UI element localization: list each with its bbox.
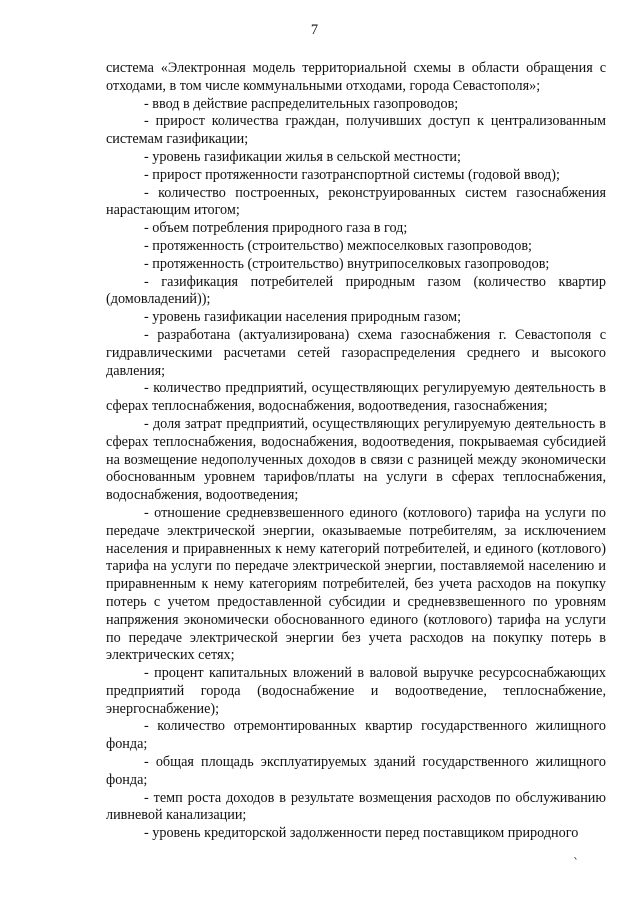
scan-mark: ˋ bbox=[573, 856, 579, 870]
list-item: - протяженность (строительство) межпоселковых газопроводов; bbox=[144, 237, 533, 254]
list-item: - количество предприятий, осуществляющих регулируемую деятельность в сферах теплоснабжения, водоснабжения, водоотведения, газоснабжения; bbox=[106, 380, 606, 415]
list-item: - объем потребления природного газа в год; bbox=[144, 220, 408, 237]
continuation-paragraph: система «Электронная модель территориальной схемы в области обращения с отходами, в том числе коммунальными отходами, города Севастополя»; bbox=[106, 60, 606, 94]
list-item: - уровень газификации населения природным газом; bbox=[144, 309, 462, 326]
list-item: - уровень газификации жилья в сельской местности; bbox=[144, 148, 461, 165]
list-item: - ввод в действие распределительных газопроводов; bbox=[144, 95, 459, 112]
list-item: - количество построенных, реконструированных систем газоснабжения нарастающим итогом; bbox=[106, 184, 606, 219]
list-item: - процент капитальных вложений в валовой выручке ресурсоснабжающих предприятий города (водоснабжение и водоотведение, теплоснабжение, энергоснабжение); bbox=[106, 665, 606, 717]
document-body bbox=[106, 60, 606, 843]
list-item: - газификация потребителей природным газом (количество квартир (домовладений)); bbox=[106, 273, 606, 308]
list-item: - отношение средневзвешенного единого (котлового) тарифа на услуги по передаче электрической энергии, оказываемые потребителям, за исключением населения и приравненных к нему категорий потребителей, и единого (котлового) тарифа на услуги по передаче электрической энергии, поставляемой населению и приравненным к нему категориям потребителей, без учета расходов на покупку потерь с учетом предоставленной субсидии и средневзвешенного по уровням напряжения экономически обоснованного единого (котлового) тарифа на услуги по передаче электрической энергии без учета расходов на покупку потерь в электрических сетях; bbox=[106, 504, 606, 664]
list-item: - разработана (актуализирована) схема газоснабжения г. Севастополя с гидравлическими расчетами сетей газораспределения среднего и высокого давления; bbox=[106, 326, 606, 379]
list-item: - уровень кредиторской задолженности перед поставщиком природного bbox=[144, 825, 579, 842]
list-item: - прирост протяженности газотранспортной системы (годовой ввод); bbox=[144, 166, 560, 183]
list-item: - протяженность (строительство) внутрипоселковых газопроводов; bbox=[144, 255, 550, 272]
list-item: - прирост количества граждан, получивших доступ к централизованным системам газификации; bbox=[106, 113, 606, 148]
list-item: - темп роста доходов в результате возмещения расходов по обслуживанию ливневой канализации; bbox=[106, 789, 606, 824]
list-item: - общая площадь эксплуатируемых зданий государственного жилищного фонда; bbox=[106, 754, 606, 788]
list-item: - количество отремонтированных квартир государственного жилищного фонда; bbox=[106, 718, 606, 753]
list-item: - доля затрат предприятий, осуществляющих регулируемую деятельность в сферах теплоснабжения, водоснабжения, водоотведения, покрываемая субсидией на возмещение недополученных доходов в связи с разницей между экономически обоснованным уровнем тарифов/платы на услуги в сферах теплоснабжения, водоснабжения, водоотведения; bbox=[106, 415, 606, 504]
page-number: 7 bbox=[310, 22, 319, 38]
